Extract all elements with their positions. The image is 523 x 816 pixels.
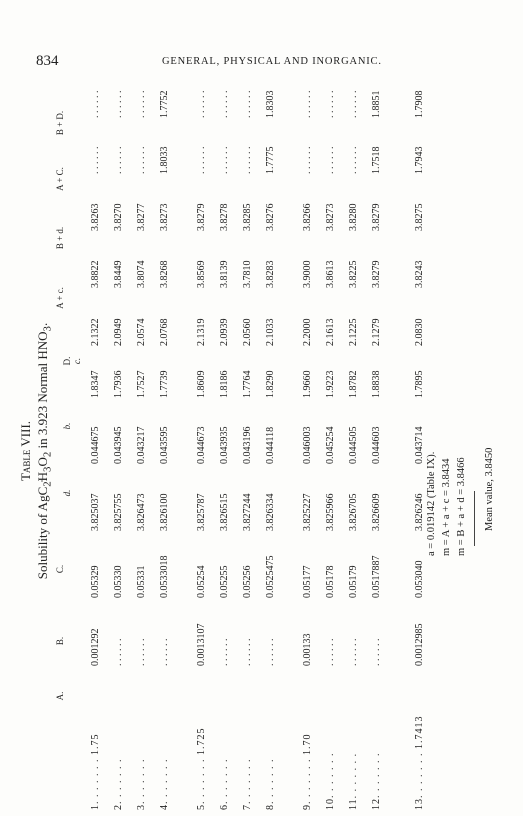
column-subheader: b. (62, 422, 72, 430)
column-header: A + c. (55, 287, 65, 309)
table-cell: 3.825787 (196, 493, 207, 531)
table-cell: 1.7943 (414, 146, 425, 174)
formula-line: a = 0.019142 (Table IX). (426, 451, 437, 556)
table-cell: 1.9223 (325, 370, 336, 398)
table-cell: 2.0830 (414, 318, 425, 346)
table-cell: 3.8279 (371, 203, 382, 231)
table-cell: 2.0574 (136, 318, 147, 346)
table-cell: 3.8273 (325, 203, 336, 231)
table-cell: . . . . . . (196, 146, 207, 174)
table-cell: . . . . . . (242, 638, 253, 666)
row-number: 8. . . . . . . (265, 758, 276, 810)
table-cell: 3.8139 (219, 260, 230, 288)
column-subheader: c. (72, 357, 82, 365)
table-cell: 0.05179 (348, 565, 359, 598)
row-number: 3. . . . . . . (136, 758, 147, 810)
table-cell: . . . . . . (219, 146, 230, 174)
column-header: A + C. (55, 167, 65, 191)
column-header: B + d. (55, 226, 65, 250)
table-cell: 0.053040 (414, 560, 425, 598)
table-cell: 3.8266 (302, 203, 313, 231)
table-cell: 0.00133 (302, 633, 313, 666)
table-cell: 0.043196 (242, 426, 253, 464)
table-cell: 3.8243 (414, 260, 425, 288)
table-cell: 3.826100 (159, 493, 170, 531)
table-cell: 3.826515 (219, 493, 230, 531)
table-cell: 2.1225 (348, 318, 359, 346)
formula-line: m = B + a + d = 3.8466 (456, 457, 467, 556)
table-cell: . . . . . . (136, 146, 147, 174)
table-cell: 1.7764 (242, 370, 253, 398)
table-cell: 3.827244 (242, 493, 253, 531)
row-number: 12. . . . . . . (371, 752, 382, 810)
row-number: 4. . . . . . . (159, 758, 170, 810)
table-cell: 3.8613 (325, 260, 336, 288)
table-cell: 1.9660 (302, 370, 313, 398)
table-cell: 3.8283 (265, 260, 276, 288)
table-cell: 3.8449 (113, 260, 124, 288)
table-cell: 2.0768 (159, 318, 170, 346)
table-cell: 2.0949 (113, 318, 124, 346)
row-number: 11. . . . . . . (348, 752, 359, 810)
table-cell: 3.8074 (136, 260, 147, 288)
table-cell: . . . . . . (219, 90, 230, 118)
table-cell: 3.9000 (302, 260, 313, 288)
table-cell: 0.0013107 (196, 623, 207, 666)
table-cell: . . . . . . (325, 146, 336, 174)
table-cell: 0.044118 (265, 426, 276, 464)
table-cell: 0.001292 (90, 628, 101, 666)
table-cell: 3.8275 (414, 203, 425, 231)
table-cell: 3.8278 (219, 203, 230, 231)
table-cell: 3.825037 (90, 493, 101, 531)
formula-line: m = A + a + c = 3.8434 (441, 458, 452, 556)
column-subheader: d. (62, 489, 72, 497)
row-number: 13. . . . . . . 1.7413 (414, 715, 425, 810)
table-cell: 2.1322 (90, 318, 101, 346)
table-cell: 0.05331 (136, 565, 147, 598)
column-header: C. (55, 564, 65, 574)
row-number: 2. . . . . . . (113, 758, 124, 810)
table-cell: 2.1033 (265, 318, 276, 346)
table-cell: 1.7775 (265, 146, 276, 174)
table-cell: . . . . . . (90, 90, 101, 118)
table-cell: . . . . . . (136, 638, 147, 666)
table-cell: 1.8303 (265, 90, 276, 118)
table-cell: 0.044603 (371, 426, 382, 464)
table-cell: . . . . . . (113, 90, 124, 118)
row-number: 10. . . . . . . (325, 752, 336, 810)
mean-rule (474, 491, 475, 546)
table-cell: . . . . . . (348, 146, 359, 174)
table-cell: . . . . . . (196, 90, 207, 118)
row-number: 5. . . . . . . 1.725 (196, 727, 207, 810)
table-cell: 0.043945 (113, 426, 124, 464)
table-cell: 0.043217 (136, 426, 147, 464)
table-cell: 3.826473 (136, 493, 147, 531)
table-cell: 1.8186 (219, 370, 230, 398)
table-cell: 0.05256 (242, 565, 253, 598)
column-header: B. (55, 636, 65, 646)
table-cell: 1.7739 (159, 370, 170, 398)
table-cell: 0.05255 (219, 565, 230, 598)
row-number: 7. . . . . . . (242, 758, 253, 810)
table-cell: . . . . . . (113, 638, 124, 666)
table-cell: 2.0560 (242, 318, 253, 346)
table-cell: 3.826609 (371, 493, 382, 531)
table-cell: 0.0012985 (414, 623, 425, 666)
table-cell: 2.2000 (302, 318, 313, 346)
mean-value: Mean value, 3.8450 (484, 447, 495, 531)
table-cell: . . . . . . (302, 90, 313, 118)
table-cell: 3.7810 (242, 260, 253, 288)
table-cell: 1.7518 (371, 146, 382, 174)
table-cell: 2.1319 (196, 318, 207, 346)
table-cell: 3.8280 (348, 203, 359, 231)
table-cell: . . . . . . (90, 146, 101, 174)
table-cell: 1.8033 (159, 146, 170, 174)
running-head: GENERAL, PHYSICAL AND INORGANIC. (162, 56, 382, 67)
table-cell: 3.8569 (196, 260, 207, 288)
table-cell: . . . . . . (159, 638, 170, 666)
column-header: D. (62, 356, 72, 366)
table-cell: 3.825966 (325, 493, 336, 531)
table-cell: 3.8279 (196, 203, 207, 231)
table-cell: 0.046003 (302, 426, 313, 464)
table-cell: . . . . . . (325, 638, 336, 666)
table-cell: . . . . . . (265, 638, 276, 666)
table-cell: 0.043935 (219, 426, 230, 464)
table-cell: 3.8270 (113, 203, 124, 231)
solubility-table (18, 86, 508, 816)
table-cell: . . . . . . (348, 638, 359, 666)
table-cell: 0.0533018 (159, 555, 170, 598)
table-cell: 3.8268 (159, 260, 170, 288)
table-cell: 0.043595 (159, 426, 170, 464)
table-cell: 2.1279 (371, 318, 382, 346)
table-cell: . . . . . . (348, 90, 359, 118)
table-cell: 3.8285 (242, 203, 253, 231)
table-cell: 3.8277 (136, 203, 147, 231)
table-cell: 2.0939 (219, 318, 230, 346)
row-number: 1. . . . . . . 1.75 (90, 733, 101, 810)
table-cell: . . . . . . (371, 638, 382, 666)
table-cell: 1.8290 (265, 370, 276, 398)
table-cell: 3.826334 (265, 493, 276, 531)
table-cell: 0.05177 (302, 565, 313, 598)
table-cell: 3.8279 (371, 260, 382, 288)
page-number: 834 (36, 53, 59, 69)
table-cell: 1.7752 (159, 90, 170, 118)
table-caption: Solubility of $AgC_2H_3O_2$ in 3.923 Normal $HNO_3$. (35, 322, 54, 580)
table-cell: 2.1613 (325, 318, 336, 346)
table-cell: 3.8276 (265, 203, 276, 231)
table-cell: 1.7908 (414, 90, 425, 118)
table-cell: 1.8851 (371, 90, 382, 118)
table-cell: . . . . . . (136, 90, 147, 118)
table-cell: 1.7895 (414, 370, 425, 398)
table-cell: 0.05330 (113, 565, 124, 598)
table-cell: 3.826705 (348, 493, 359, 531)
table-cell: 1.7527 (136, 370, 147, 398)
table-cell: 1.8782 (348, 370, 359, 398)
table-cell: 3.8263 (90, 203, 101, 231)
table-cell: 0.0517887 (371, 555, 382, 598)
row-number: 6. . . . . . . (219, 758, 230, 810)
table-title: Table VIII. (18, 420, 33, 482)
table-cell: 0.05178 (325, 565, 336, 598)
table-cell: 3.8225 (348, 260, 359, 288)
table-cell: 0.05254 (196, 565, 207, 598)
table-cell: . . . . . . (302, 146, 313, 174)
table-cell: 3.8822 (90, 260, 101, 288)
table-cell: 1.8347 (90, 370, 101, 398)
table-cell: 3.826246 (414, 493, 425, 531)
table-cell: 1.8838 (371, 370, 382, 398)
table-cell: . . . . . . (219, 638, 230, 666)
table-cell: 0.044673 (196, 426, 207, 464)
table-cell: 0.043714 (414, 426, 425, 464)
row-number: 9. . . . . . . 1.70 (302, 733, 313, 810)
table-cell: . . . . . . (325, 90, 336, 118)
column-header: B + D. (55, 110, 65, 136)
table-cell: . . . . . . (113, 146, 124, 174)
table-cell: 3.825227 (302, 493, 313, 531)
table-cell: 0.044505 (348, 426, 359, 464)
table-cell: 0.045254 (325, 426, 336, 464)
table-cell: 0.05329 (90, 565, 101, 598)
table-cell: 1.8609 (196, 370, 207, 398)
table-cell: . . . . . . (242, 90, 253, 118)
column-header: A. (55, 691, 65, 701)
table-cell: 3.8273 (159, 203, 170, 231)
table-cell: . . . . . . (242, 146, 253, 174)
table-cell: 0.044675 (90, 426, 101, 464)
table-cell: 0.0525475 (265, 555, 276, 598)
table-cell: 1.7936 (113, 370, 124, 398)
table-cell: 3.825755 (113, 493, 124, 531)
